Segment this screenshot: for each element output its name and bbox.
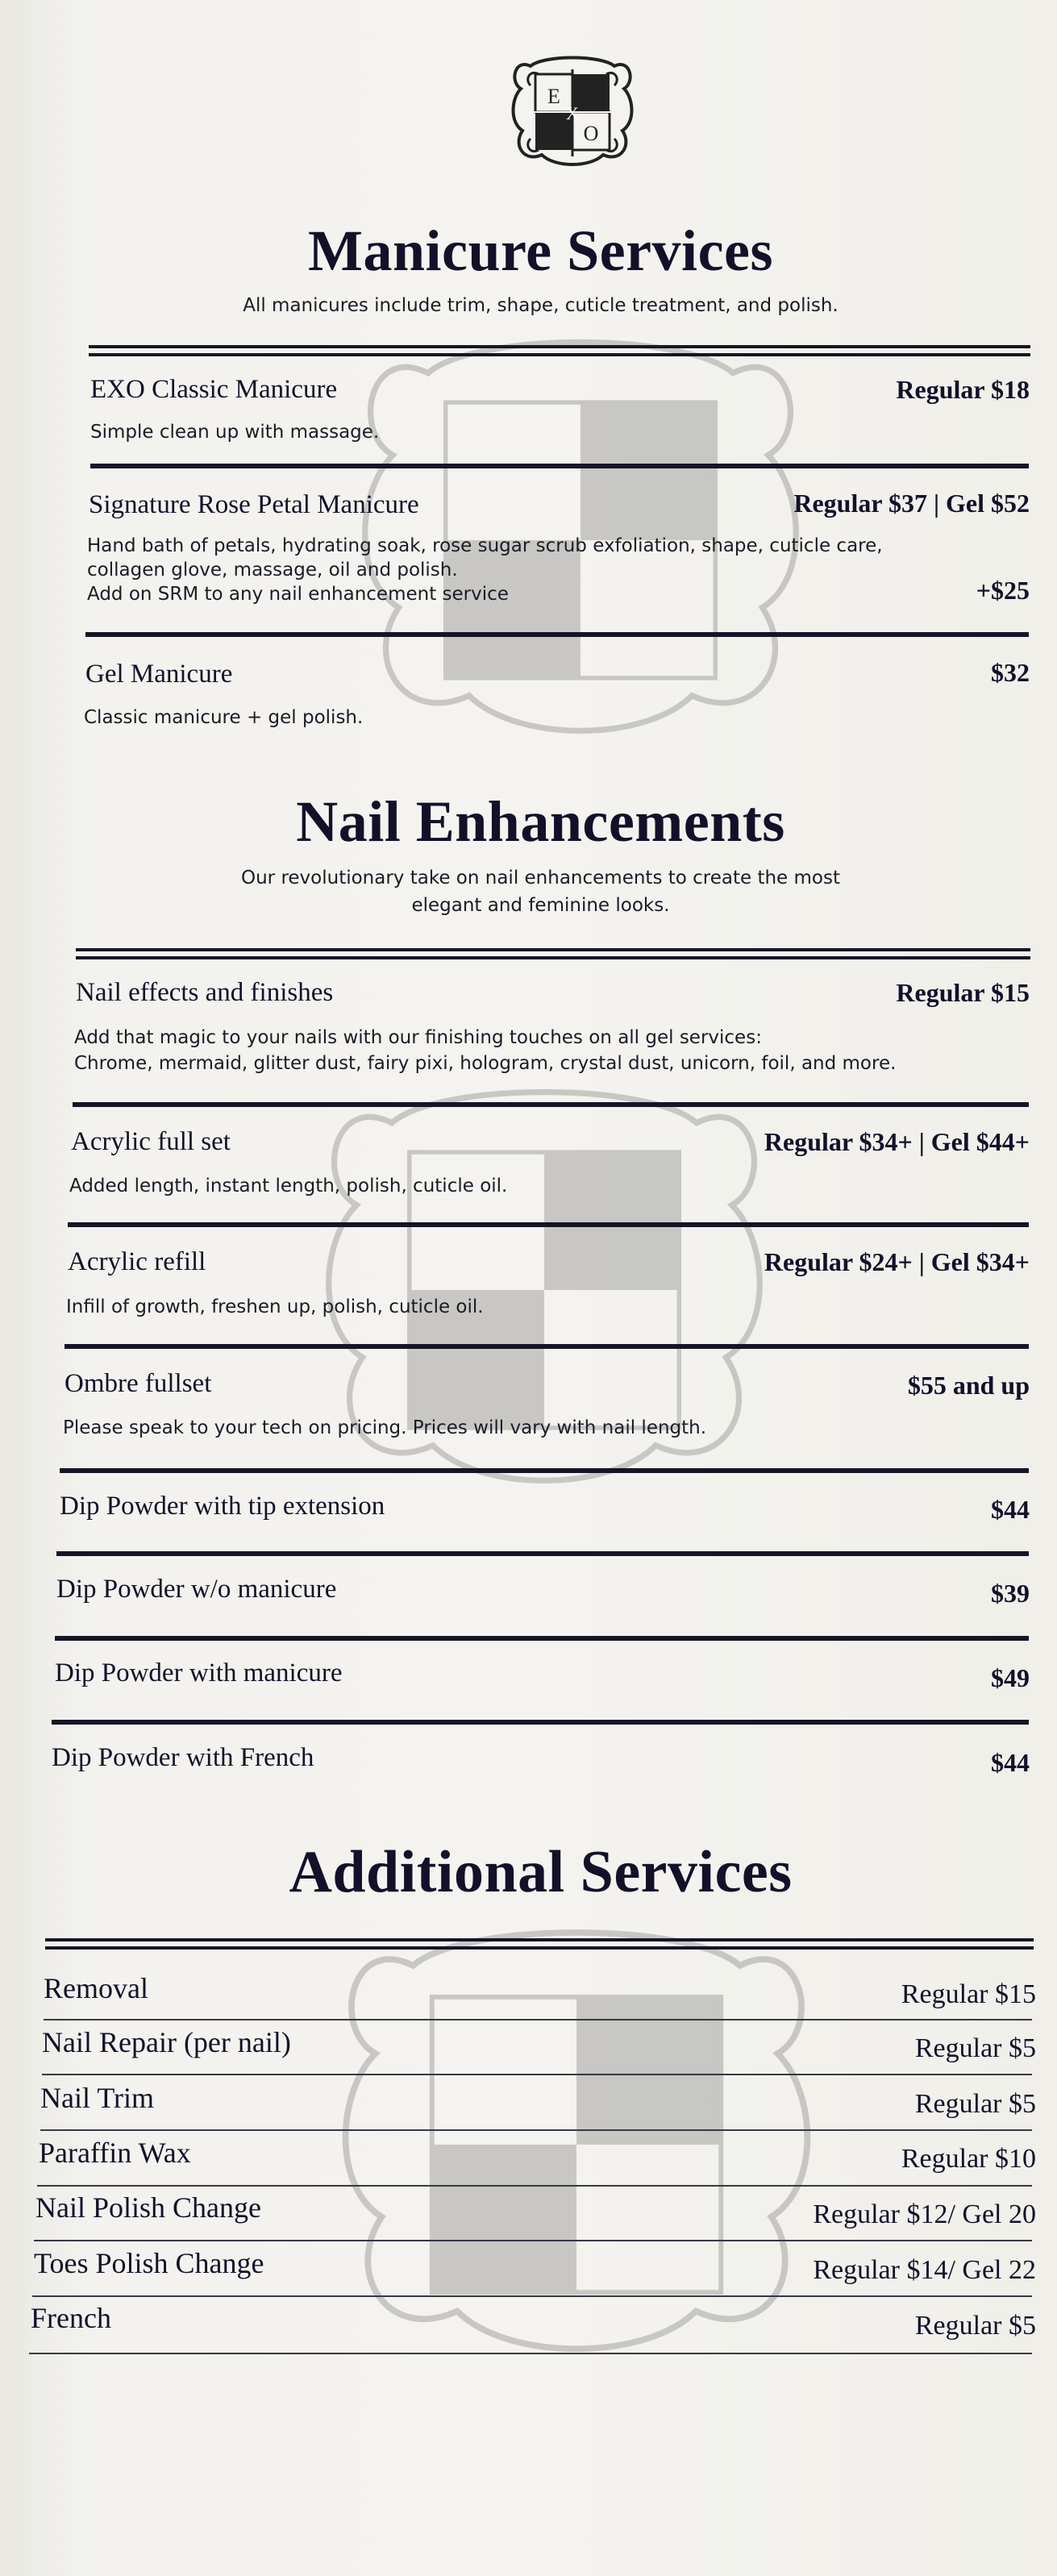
exo-logo <box>506 50 639 174</box>
divider <box>56 1551 1029 1556</box>
divider <box>52 1720 1029 1725</box>
service-price: Regular $18 <box>896 375 1030 404</box>
divider <box>55 1636 1029 1641</box>
service-price: $32 <box>991 658 1030 687</box>
service-name: French <box>31 2302 111 2334</box>
divider <box>60 1468 1029 1473</box>
manicure-section-title: Manicure Services <box>307 218 773 283</box>
service-name: Nail Repair (per nail) <box>42 2026 291 2058</box>
divider <box>42 2074 1032 2075</box>
service-name: Ombre fullset <box>65 1369 212 1398</box>
watermark-logo <box>282 1064 806 1516</box>
divider <box>85 632 1029 637</box>
divider <box>29 2353 1032 2354</box>
double-divider <box>45 1938 1034 1950</box>
logo-letter-e: E <box>547 85 560 108</box>
service-name: Toes Polish Change <box>34 2247 264 2279</box>
service-price: Regular $34+ | Gel $44+ <box>764 1127 1030 1156</box>
double-divider <box>76 948 1030 959</box>
service-price: Regular $15 <box>896 978 1030 1007</box>
divider <box>37 2185 1032 2187</box>
service-name: Paraffin Wax <box>39 2137 191 2169</box>
service-description: Added length, instant length, polish, cuticle oil. <box>69 1176 508 1196</box>
service-price: Regular $24+ | Gel $34+ <box>764 1247 1030 1276</box>
service-price: $39 <box>991 1579 1030 1608</box>
service-name: Nail Trim <box>40 2082 155 2114</box>
divider <box>34 2240 1032 2241</box>
divider <box>40 2129 1032 2131</box>
divider <box>32 2295 1032 2297</box>
double-divider <box>89 345 1030 356</box>
watermark-logo <box>302 1903 851 2387</box>
service-description: Simple clean up with massage. <box>90 422 380 443</box>
service-name: Dip Powder w/o manicure <box>56 1575 337 1604</box>
service-price: Regular $37 | Gel $52 <box>793 489 1030 518</box>
service-name: Dip Powder with French <box>52 1743 314 1772</box>
service-name: Dip Powder with tip extension <box>60 1492 385 1521</box>
divider <box>68 1222 1029 1227</box>
service-name: Acrylic full set <box>71 1127 231 1156</box>
logo-letter-o: O <box>583 122 599 145</box>
service-price: Regular $5 <box>914 2089 1036 2119</box>
divider <box>65 1344 1029 1349</box>
divider <box>73 1102 1029 1107</box>
service-name: Signature Rose Petal Manicure <box>89 490 419 519</box>
service-name: Nail Polish Change <box>35 2191 261 2224</box>
service-description: Add that magic to your nails with our finishing touches on all gel services: <box>74 1027 762 1048</box>
menu-page <box>24 0 1057 2576</box>
service-price: $44 <box>991 1495 1030 1524</box>
service-description: Chrome, mermaid, glitter dust, fairy pixi, hologram, crystal dust, unicorn, foil, and more. <box>74 1053 897 1074</box>
divider <box>90 464 1029 468</box>
service-name: Gel Manicure <box>85 660 233 689</box>
additional-section-title: Additional Services <box>289 1839 793 1905</box>
service-name: Removal <box>44 1972 148 2004</box>
service-price: Regular $14/ Gel 22 <box>813 2255 1036 2285</box>
service-description: Hand bath of petals, hydrating soak, rose sugar scrub exfoliation, shape, cuticle care, <box>87 535 883 556</box>
divider <box>44 2019 1032 2020</box>
service-price: $49 <box>991 1663 1030 1692</box>
service-price: Regular $12/ Gel 20 <box>813 2199 1036 2229</box>
enhancements-subtitle: Our revolutionary take on nail enhancements to create the most <box>241 868 840 888</box>
service-name: Dip Powder with manicure <box>55 1658 343 1688</box>
manicure-subtitle: All manicures include trim, shape, cuticle treatment, and polish. <box>243 295 839 316</box>
service-addon-price: +$25 <box>976 576 1030 605</box>
service-price: Regular $5 <box>914 2311 1036 2341</box>
service-description: collagen glove, massage, oil and polish. <box>87 560 458 581</box>
service-description: Please speak to your tech on pricing. Prices will vary with nail length. <box>63 1417 707 1438</box>
enhancements-section-title: Nail Enhancements <box>296 789 785 854</box>
service-price: $55 and up <box>907 1371 1030 1400</box>
service-name: EXO Classic Manicure <box>90 375 338 404</box>
service-name: Nail effects and finishes <box>76 978 334 1007</box>
service-price: Regular $5 <box>914 2033 1036 2063</box>
service-price: Regular $10 <box>901 2144 1036 2174</box>
service-price: Regular $15 <box>901 1979 1036 2009</box>
logo-letter-x: X <box>566 103 579 123</box>
service-addon-note: Add on SRM to any nail enhancement service <box>87 584 509 605</box>
service-description: Infill of growth, freshen up, polish, cuticle oil. <box>66 1296 484 1317</box>
service-name: Acrylic refill <box>68 1247 206 1276</box>
service-description: Classic manicure + gel polish. <box>84 707 364 728</box>
enhancements-subtitle: elegant and feminine looks. <box>411 895 670 916</box>
service-price: $44 <box>991 1748 1030 1777</box>
